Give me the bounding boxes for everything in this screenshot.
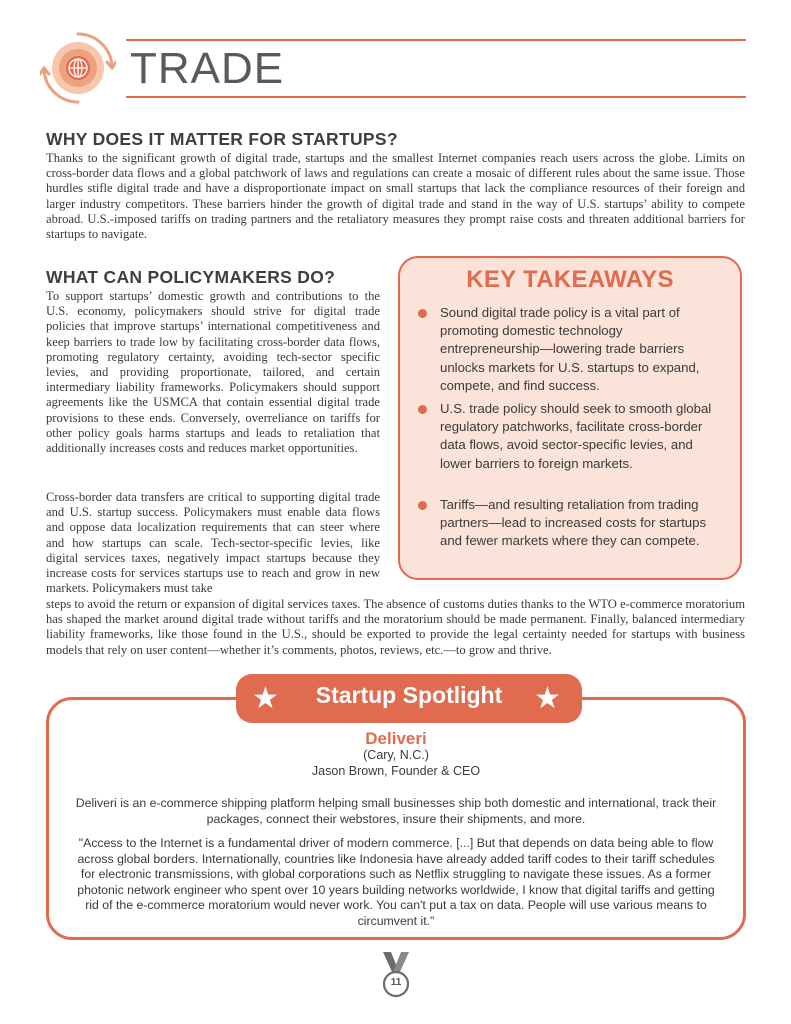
policy-paragraph-2a: Cross-border data transfers are critical to supporting digital trade and U.S. startup success. Policymakers must enable data flows and oppose data localization requirements that can steer where and how startups can scale. Tech-sector-specific levies, like digital services taxes, negatively impact startups because they increase costs for services startups use to reach and grow in new markets. Policymakers must take bbox=[46, 490, 380, 596]
spotlight-quote: "Access to the Internet is a fundamental driver of modern commerce. [...] But that depends on data being able to flow across global borders. Internationally, countries like Indonesia have already added tariff codes to their tariff schedules for electronic transmissions, with global corporations such as Netflix struggling to navigate these issues. As a former photonic network engineer who spent over 10 years building networks worldwide, I know that digital tariffs and getting rid of the e-commerce moratorium would never work. You can't put a tax on data. People will use various means to circumvent it." bbox=[77, 836, 715, 928]
takeaway-text: Sound digital trade policy is a vital part of promoting domestic technology entrepreneurship—lowering trade barriers unlocks markets for U.S. startups to expand, compete, and find success. bbox=[440, 305, 700, 393]
spotlight-banner-title: Startup Spotlight bbox=[315, 682, 503, 708]
header-bottom-rule bbox=[126, 96, 746, 98]
medal-icon bbox=[380, 952, 412, 998]
globe-target-icon bbox=[40, 30, 116, 106]
why-section-title: WHY DOES IT MATTER FOR STARTUPS? bbox=[46, 129, 398, 149]
policy-section-title: WHAT CAN POLICYMAKERS DO? bbox=[46, 267, 336, 287]
page-number: 11 bbox=[390, 977, 402, 988]
bullet-dot bbox=[418, 501, 427, 510]
policy-paragraph-1: To support startups’ domestic growth and contributions to the U.S. economy, policymakers should strive for digital trade policies that improve startups’ international competitiveness and keep barriers to trade low by facilitating cross-border data flows, promoting regulatory certainty, avoiding tech-sector specific levies, and providing proportionate, tailored, and certain intermediary liability frameworks. Policymakers should support agreements like the USMCA that contain essential digital trade provisions to these ends. Conversely, overreliance on tariffs for other policy goals harms startups and leads to retaliation that additionally increases costs and reduces market opportunities. bbox=[46, 289, 380, 456]
page-title: TRADE bbox=[130, 44, 285, 93]
why-section-body: Thanks to the significant growth of digital trade, startups and the smallest Internet companies reach users across the globe. Limits on cross-border data flows and a global patchwork of laws and regulations can create a mosaic of different rules about the same issue. Those hurdles stifle digital trade and have a disproportionate impact on small startups that lack the compliance resources of their foreign and larger industry competitors. These barriers hinder the growth of digital trade and stand in the way of U.S. startups’ ability to compete abroad. U.S.-imposed tariffs on trading partners and the retaliatory measures they prompt raise costs and threaten additional barriers for startups to navigate. bbox=[46, 151, 745, 242]
takeaway-item bbox=[418, 400, 724, 473]
takeaway-text: U.S. trade policy should seek to smooth global regulatory patchworks, facilitate cross-border data flows, avoid sector-specific levies, and lower barriers to foreign markets. bbox=[440, 401, 712, 471]
policy-paragraph-2b: steps to avoid the return or expansion of digital services taxes. The absence of customs duties thanks to the WTO e-commerce moratorium has shaped the market around digital trade without tariffs and the moratorium should be made permanent. Finally, balanced intermediary liability frameworks, like those found in the U.S., should be exported to provide the legal certainty needed for startups with business models that rely on user content—whether it’s comments, photos, reviews, etc.—to grow and thrive. bbox=[46, 597, 745, 657]
spotlight-description: Deliveri is an e-commerce shipping platform helping small businesses ship both domestic and international, track their packages, connect their webstores, insure their shipments, and more. bbox=[75, 796, 717, 826]
spotlight-founder: Jason Brown, Founder & CEO bbox=[311, 764, 481, 778]
takeaway-text: Tariffs—and resulting retaliation from trading partners—lead to increased costs for startups and fewer markets where they can compete. bbox=[440, 497, 707, 549]
star-icon: ★ bbox=[534, 681, 561, 716]
spotlight-location: (Cary, N.C.) bbox=[363, 748, 429, 762]
takeaway-item bbox=[418, 304, 724, 395]
star-icon: ★ bbox=[252, 681, 279, 716]
key-takeaways-title: KEY TAKEAWAYS bbox=[466, 266, 674, 293]
header-top-rule bbox=[126, 39, 746, 41]
bullet-dot bbox=[418, 309, 427, 318]
takeaway-item bbox=[418, 496, 724, 551]
spotlight-company: Deliveri bbox=[365, 729, 427, 748]
bullet-dot bbox=[418, 405, 427, 414]
